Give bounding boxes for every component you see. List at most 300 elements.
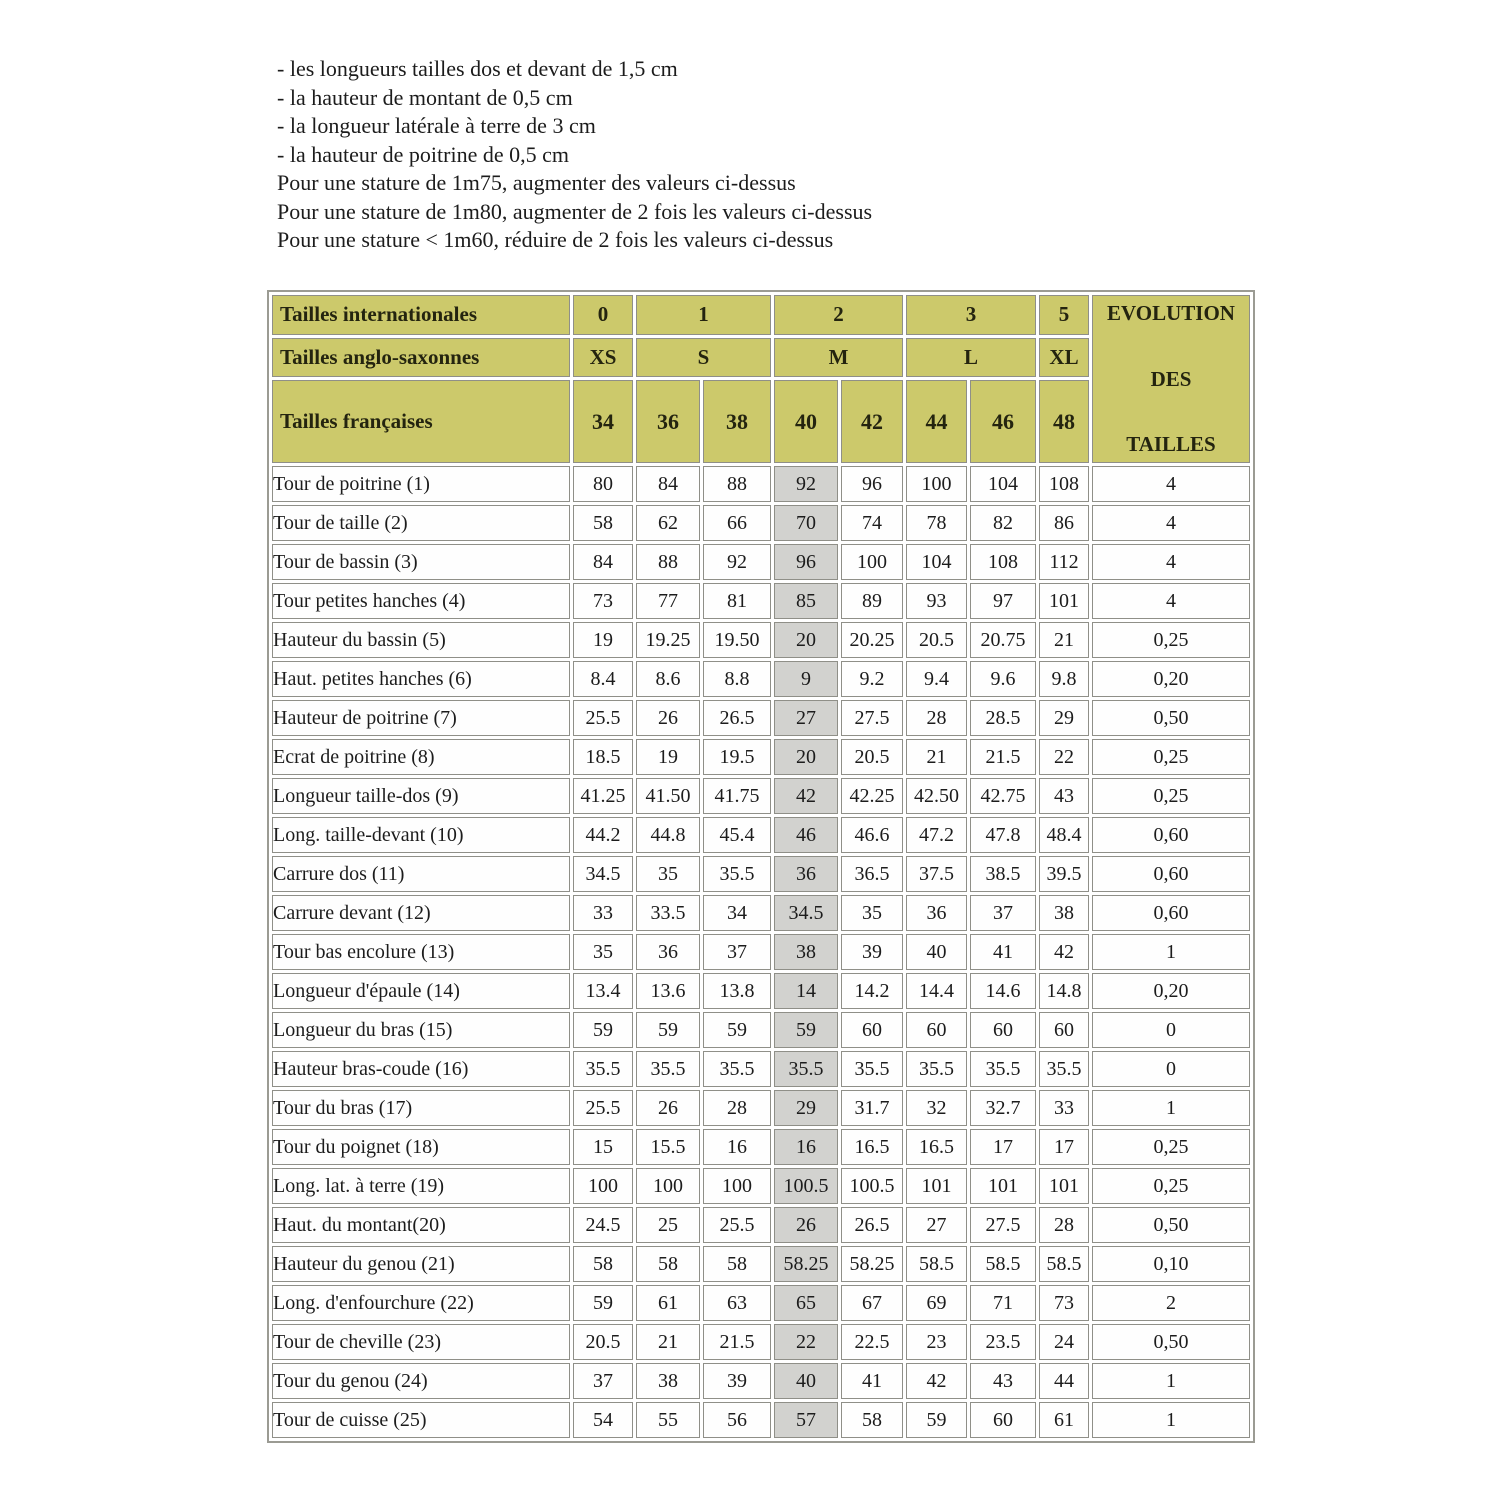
- value-cell: 37: [573, 1363, 633, 1399]
- value-cell: 39: [703, 1363, 771, 1399]
- note-line: Pour une stature de 1m80, augmenter de 2 fois les valeurs ci-dessus: [277, 198, 873, 224]
- header-international-size: 1: [636, 295, 771, 335]
- value-cell: 17: [970, 1129, 1036, 1165]
- evolution-cell: 4: [1092, 466, 1250, 502]
- row-label: Long. taille-devant (10): [272, 817, 570, 853]
- value-cell: 18.5: [573, 739, 633, 775]
- value-cell: 16.5: [841, 1129, 903, 1165]
- table-row: [272, 544, 1250, 580]
- value-cell: 21: [1039, 622, 1089, 658]
- row-label: Tour petites hanches (4): [272, 583, 570, 619]
- value-cell: 58: [703, 1246, 771, 1282]
- header-french-label: Tailles françaises: [272, 380, 570, 463]
- value-cell: 108: [970, 544, 1036, 580]
- value-cell: 67: [841, 1285, 903, 1321]
- value-cell: 44.8: [636, 817, 700, 853]
- value-cell: 19.25: [636, 622, 700, 658]
- evolution-cell: 0,60: [1092, 817, 1250, 853]
- row-label: Tour de taille (2): [272, 505, 570, 541]
- note-line: Pour une stature < 1m60, réduire de 2 fois les valeurs ci-dessus: [277, 227, 834, 252]
- value-cell: 22.5: [841, 1324, 903, 1360]
- evolution-cell: 0,20: [1092, 973, 1250, 1009]
- value-cell: 27: [906, 1207, 967, 1243]
- table-row: [272, 700, 1250, 736]
- header-french-size: 34: [573, 380, 633, 463]
- table-row: [272, 1168, 1250, 1204]
- value-cell: 58.5: [906, 1246, 967, 1282]
- table-row: [272, 622, 1250, 658]
- value-cell: 60: [1039, 1012, 1089, 1048]
- header-anglo-label: Tailles anglo-saxonnes: [272, 338, 570, 378]
- value-cell: 85: [774, 583, 838, 619]
- row-label: Haut. du montant(20): [272, 1207, 570, 1243]
- value-cell: 20: [774, 739, 838, 775]
- value-cell: 23: [906, 1324, 967, 1360]
- table-row: [272, 895, 1250, 931]
- value-cell: 56: [703, 1402, 771, 1438]
- value-cell: 58.5: [1039, 1246, 1089, 1282]
- value-cell: 101: [970, 1168, 1036, 1204]
- value-cell: 8.8: [703, 661, 771, 697]
- value-cell: 27: [774, 700, 838, 736]
- value-cell: 40: [774, 1363, 838, 1399]
- value-cell: 19: [573, 622, 633, 658]
- evolution-cell: 0,25: [1092, 1129, 1250, 1165]
- value-cell: 70: [774, 505, 838, 541]
- notes-block: [277, 55, 872, 255]
- value-cell: 96: [774, 544, 838, 580]
- value-cell: 25.5: [573, 1090, 633, 1126]
- value-cell: 59: [906, 1402, 967, 1438]
- table-row: [272, 1402, 1250, 1438]
- evolution-cell: 0,20: [1092, 661, 1250, 697]
- value-cell: 92: [774, 466, 838, 502]
- value-cell: 9.6: [970, 661, 1036, 697]
- value-cell: 58.25: [841, 1246, 903, 1282]
- row-label: Tour du poignet (18): [272, 1129, 570, 1165]
- value-cell: 47.2: [906, 817, 967, 853]
- value-cell: 59: [573, 1012, 633, 1048]
- evolution-cell: 0,25: [1092, 739, 1250, 775]
- value-cell: 8.4: [573, 661, 633, 697]
- value-cell: 25.5: [573, 700, 633, 736]
- table-row: [272, 1285, 1250, 1321]
- value-cell: 82: [970, 505, 1036, 541]
- value-cell: 9.8: [1039, 661, 1089, 697]
- value-cell: 42: [1039, 934, 1089, 970]
- value-cell: 108: [1039, 466, 1089, 502]
- value-cell: 61: [1039, 1402, 1089, 1438]
- row-label: Tour de bassin (3): [272, 544, 570, 580]
- value-cell: 29: [774, 1090, 838, 1126]
- value-cell: 20.5: [906, 622, 967, 658]
- header-anglo-size: XS: [573, 338, 633, 378]
- value-cell: 35: [636, 856, 700, 892]
- value-cell: 35.5: [774, 1051, 838, 1087]
- value-cell: 35.5: [970, 1051, 1036, 1087]
- value-cell: 33.5: [636, 895, 700, 931]
- value-cell: 34: [703, 895, 771, 931]
- value-cell: 38.5: [970, 856, 1036, 892]
- value-cell: 9.2: [841, 661, 903, 697]
- value-cell: 73: [573, 583, 633, 619]
- value-cell: 42: [906, 1363, 967, 1399]
- evolution-cell: 4: [1092, 505, 1250, 541]
- evolution-cell: 0,25: [1092, 622, 1250, 658]
- row-label: Tour de cuisse (25): [272, 1402, 570, 1438]
- value-cell: 60: [906, 1012, 967, 1048]
- evolution-cell: 0,25: [1092, 778, 1250, 814]
- value-cell: 14: [774, 973, 838, 1009]
- value-cell: 48.4: [1039, 817, 1089, 853]
- row-label: Longueur taille-dos (9): [272, 778, 570, 814]
- value-cell: 61: [636, 1285, 700, 1321]
- table-row: [272, 817, 1250, 853]
- value-cell: 42.50: [906, 778, 967, 814]
- row-label: Carrure dos (11): [272, 856, 570, 892]
- value-cell: 100: [703, 1168, 771, 1204]
- header-french-size: 44: [906, 380, 967, 463]
- row-label: Hauteur du bassin (5): [272, 622, 570, 658]
- value-cell: 46: [774, 817, 838, 853]
- value-cell: 35.5: [1039, 1051, 1089, 1087]
- row-label: Longueur du bras (15): [272, 1012, 570, 1048]
- value-cell: 58.5: [970, 1246, 1036, 1282]
- value-cell: 26: [636, 700, 700, 736]
- value-cell: 62: [636, 505, 700, 541]
- value-cell: 58: [841, 1402, 903, 1438]
- value-cell: 36: [636, 934, 700, 970]
- value-cell: 35.5: [906, 1051, 967, 1087]
- value-cell: 26.5: [841, 1207, 903, 1243]
- value-cell: 9: [774, 661, 838, 697]
- note-line: - les longueurs tailles dos et devant de 1,5 cm: [277, 56, 678, 81]
- value-cell: 13.8: [703, 973, 771, 1009]
- table-row: [272, 1324, 1250, 1360]
- row-label: Haut. petites hanches (6): [272, 661, 570, 697]
- value-cell: 88: [703, 466, 771, 502]
- value-cell: 47.8: [970, 817, 1036, 853]
- value-cell: 44: [1039, 1363, 1089, 1399]
- evolution-cell: 4: [1092, 583, 1250, 619]
- header-anglo-size: XL: [1039, 338, 1089, 378]
- value-cell: 58.25: [774, 1246, 838, 1282]
- value-cell: 81: [703, 583, 771, 619]
- note-line: - la hauteur de montant de 0,5 cm: [277, 84, 573, 110]
- value-cell: 42.75: [970, 778, 1036, 814]
- value-cell: 8.6: [636, 661, 700, 697]
- value-cell: 71: [970, 1285, 1036, 1321]
- value-cell: 41: [841, 1363, 903, 1399]
- evolution-cell: 1: [1092, 1090, 1250, 1126]
- value-cell: 27.5: [841, 700, 903, 736]
- value-cell: 41.25: [573, 778, 633, 814]
- value-cell: 59: [636, 1012, 700, 1048]
- value-cell: 14.6: [970, 973, 1036, 1009]
- header-international-size: 0: [573, 295, 633, 335]
- row-label: Long. d'enfourchure (22): [272, 1285, 570, 1321]
- value-cell: 14.4: [906, 973, 967, 1009]
- value-cell: 20.25: [841, 622, 903, 658]
- value-cell: 37: [970, 895, 1036, 931]
- value-cell: 35.5: [703, 856, 771, 892]
- value-cell: 35.5: [703, 1051, 771, 1087]
- value-cell: 58: [573, 1246, 633, 1282]
- value-cell: 38: [1039, 895, 1089, 931]
- value-cell: 36: [774, 856, 838, 892]
- value-cell: 77: [636, 583, 700, 619]
- value-cell: 100.5: [841, 1168, 903, 1204]
- value-cell: 93: [906, 583, 967, 619]
- value-cell: 100: [906, 466, 967, 502]
- value-cell: 97: [970, 583, 1036, 619]
- value-cell: 43: [1039, 778, 1089, 814]
- value-cell: 112: [1039, 544, 1089, 580]
- table-row: [272, 856, 1250, 892]
- value-cell: 34.5: [573, 856, 633, 892]
- table-row: [272, 661, 1250, 697]
- evolution-cell: 0: [1092, 1051, 1250, 1087]
- value-cell: 59: [774, 1012, 838, 1048]
- value-cell: 22: [1039, 739, 1089, 775]
- row-label: Tour bas encolure (13): [272, 934, 570, 970]
- value-cell: 9.4: [906, 661, 967, 697]
- value-cell: 13.4: [573, 973, 633, 1009]
- value-cell: 66: [703, 505, 771, 541]
- value-cell: 16: [774, 1129, 838, 1165]
- value-cell: 28: [703, 1090, 771, 1126]
- header-international-size: 5: [1039, 295, 1089, 335]
- header-french-size: 38: [703, 380, 771, 463]
- note-line: Pour une stature de 1m75, augmenter des valeurs ci-dessus: [277, 170, 796, 195]
- row-label: Tour de poitrine (1): [272, 466, 570, 502]
- value-cell: 101: [1039, 583, 1089, 619]
- table-row: [272, 739, 1250, 775]
- value-cell: 23.5: [970, 1324, 1036, 1360]
- value-cell: 24.5: [573, 1207, 633, 1243]
- value-cell: 20: [774, 622, 838, 658]
- value-cell: 19.5: [703, 739, 771, 775]
- table-row: [272, 1246, 1250, 1282]
- value-cell: 26.5: [703, 700, 771, 736]
- value-cell: 20.5: [841, 739, 903, 775]
- value-cell: 25.5: [703, 1207, 771, 1243]
- row-label: Ecrat de poitrine (8): [272, 739, 570, 775]
- value-cell: 41: [970, 934, 1036, 970]
- value-cell: 31.7: [841, 1090, 903, 1126]
- value-cell: 101: [906, 1168, 967, 1204]
- row-label: Carrure devant (12): [272, 895, 570, 931]
- header-french-size: 48: [1039, 380, 1089, 463]
- value-cell: 38: [774, 934, 838, 970]
- value-cell: 58: [573, 505, 633, 541]
- value-cell: 59: [703, 1012, 771, 1048]
- evolution-cell: 4: [1092, 544, 1250, 580]
- header-french-size: 36: [636, 380, 700, 463]
- table-row: [272, 973, 1250, 1009]
- value-cell: 88: [636, 544, 700, 580]
- value-cell: 32: [906, 1090, 967, 1126]
- header-row-international: [272, 295, 1250, 335]
- evolution-cell: 0,50: [1092, 1324, 1250, 1360]
- value-cell: 100: [636, 1168, 700, 1204]
- header-evolution-line: EVOLUTION: [1107, 301, 1235, 325]
- value-cell: 55: [636, 1402, 700, 1438]
- value-cell: 60: [970, 1402, 1036, 1438]
- header-anglo-size: M: [774, 338, 903, 378]
- value-cell: 80: [573, 466, 633, 502]
- header-international-size: 2: [774, 295, 903, 335]
- value-cell: 84: [573, 544, 633, 580]
- value-cell: 44.2: [573, 817, 633, 853]
- table-row: [272, 505, 1250, 541]
- value-cell: 54: [573, 1402, 633, 1438]
- value-cell: 100: [841, 544, 903, 580]
- table-row: [272, 934, 1250, 970]
- value-cell: 35.5: [841, 1051, 903, 1087]
- table-row: [272, 1129, 1250, 1165]
- value-cell: 45.4: [703, 817, 771, 853]
- value-cell: 19: [636, 739, 700, 775]
- row-label: Hauteur bras-coude (16): [272, 1051, 570, 1087]
- value-cell: 29: [1039, 700, 1089, 736]
- note-line: - la longueur latérale à terre de 3 cm: [277, 113, 596, 138]
- value-cell: 46.6: [841, 817, 903, 853]
- value-cell: 16: [703, 1129, 771, 1165]
- value-cell: 35: [841, 895, 903, 931]
- row-label: Tour de cheville (23): [272, 1324, 570, 1360]
- value-cell: 92: [703, 544, 771, 580]
- value-cell: 19.50: [703, 622, 771, 658]
- value-cell: 69: [906, 1285, 967, 1321]
- value-cell: 20.5: [573, 1324, 633, 1360]
- row-label: Longueur d'épaule (14): [272, 973, 570, 1009]
- sizes-table: [267, 290, 1255, 1443]
- value-cell: 35.5: [636, 1051, 700, 1087]
- value-cell: 25: [636, 1207, 700, 1243]
- value-cell: 41.50: [636, 778, 700, 814]
- row-label: Tour du genou (24): [272, 1363, 570, 1399]
- evolution-cell: 1: [1092, 1363, 1250, 1399]
- evolution-cell: 0,10: [1092, 1246, 1250, 1282]
- evolution-cell: 1: [1092, 1402, 1250, 1438]
- value-cell: 13.6: [636, 973, 700, 1009]
- value-cell: 21: [906, 739, 967, 775]
- value-cell: 58: [636, 1246, 700, 1282]
- value-cell: 37.5: [906, 856, 967, 892]
- value-cell: 63: [703, 1285, 771, 1321]
- header-evolution-line: TAILLES: [1126, 432, 1216, 456]
- value-cell: 32.7: [970, 1090, 1036, 1126]
- header-french-size: 42: [841, 380, 903, 463]
- value-cell: 39: [841, 934, 903, 970]
- value-cell: 41.75: [703, 778, 771, 814]
- table-row: [272, 466, 1250, 502]
- value-cell: 34.5: [774, 895, 838, 931]
- table-row: [272, 1051, 1250, 1087]
- value-cell: 14.8: [1039, 973, 1089, 1009]
- value-cell: 17: [1039, 1129, 1089, 1165]
- value-cell: 100: [573, 1168, 633, 1204]
- header-french-size: 40: [774, 380, 838, 463]
- header-international-label: Tailles internationales: [272, 295, 570, 335]
- row-label: Tour du bras (17): [272, 1090, 570, 1126]
- table-row: [272, 778, 1250, 814]
- header-french-size: 46: [970, 380, 1036, 463]
- evolution-cell: 0,60: [1092, 895, 1250, 931]
- evolution-cell: 0,25: [1092, 1168, 1250, 1204]
- evolution-cell: 0,60: [1092, 856, 1250, 892]
- value-cell: 78: [906, 505, 967, 541]
- value-cell: 36: [906, 895, 967, 931]
- value-cell: 100.5: [774, 1168, 838, 1204]
- value-cell: 15: [573, 1129, 633, 1165]
- value-cell: 33: [573, 895, 633, 931]
- value-cell: 65: [774, 1285, 838, 1321]
- evolution-cell: 2: [1092, 1285, 1250, 1321]
- value-cell: 26: [636, 1090, 700, 1126]
- value-cell: 84: [636, 466, 700, 502]
- value-cell: 14.2: [841, 973, 903, 1009]
- value-cell: 74: [841, 505, 903, 541]
- value-cell: 15.5: [636, 1129, 700, 1165]
- value-cell: 43: [970, 1363, 1036, 1399]
- value-cell: 21: [636, 1324, 700, 1360]
- value-cell: 33: [1039, 1090, 1089, 1126]
- value-cell: 35.5: [573, 1051, 633, 1087]
- value-cell: 26: [774, 1207, 838, 1243]
- row-label: Hauteur de poitrine (7): [272, 700, 570, 736]
- row-label: Long. lat. à terre (19): [272, 1168, 570, 1204]
- header-anglo-size: L: [906, 338, 1036, 378]
- value-cell: 21.5: [970, 739, 1036, 775]
- table-row: [272, 1090, 1250, 1126]
- table-row: [272, 1363, 1250, 1399]
- value-cell: 27.5: [970, 1207, 1036, 1243]
- value-cell: 60: [841, 1012, 903, 1048]
- value-cell: 42.25: [841, 778, 903, 814]
- header-evolution: [1092, 295, 1250, 463]
- value-cell: 57: [774, 1402, 838, 1438]
- evolution-cell: 1: [1092, 934, 1250, 970]
- value-cell: 89: [841, 583, 903, 619]
- value-cell: 39.5: [1039, 856, 1089, 892]
- value-cell: 96: [841, 466, 903, 502]
- value-cell: 40: [906, 934, 967, 970]
- value-cell: 73: [1039, 1285, 1089, 1321]
- value-cell: 59: [573, 1285, 633, 1321]
- value-cell: 28.5: [970, 700, 1036, 736]
- evolution-cell: 0,50: [1092, 1207, 1250, 1243]
- value-cell: 35: [573, 934, 633, 970]
- value-cell: 86: [1039, 505, 1089, 541]
- value-cell: 22: [774, 1324, 838, 1360]
- value-cell: 101: [1039, 1168, 1089, 1204]
- value-cell: 60: [970, 1012, 1036, 1048]
- value-cell: 24: [1039, 1324, 1089, 1360]
- note-line: - la hauteur de poitrine de 0,5 cm: [277, 141, 570, 167]
- evolution-cell: 0: [1092, 1012, 1250, 1048]
- table-row: [272, 583, 1250, 619]
- value-cell: 37: [703, 934, 771, 970]
- value-cell: 42: [774, 778, 838, 814]
- header-evolution-line: DES: [1150, 366, 1192, 391]
- size-table-body: [272, 466, 1250, 1438]
- evolution-cell: 0,50: [1092, 700, 1250, 736]
- header-international-size: 3: [906, 295, 1036, 335]
- value-cell: 21.5: [703, 1324, 771, 1360]
- value-cell: 104: [906, 544, 967, 580]
